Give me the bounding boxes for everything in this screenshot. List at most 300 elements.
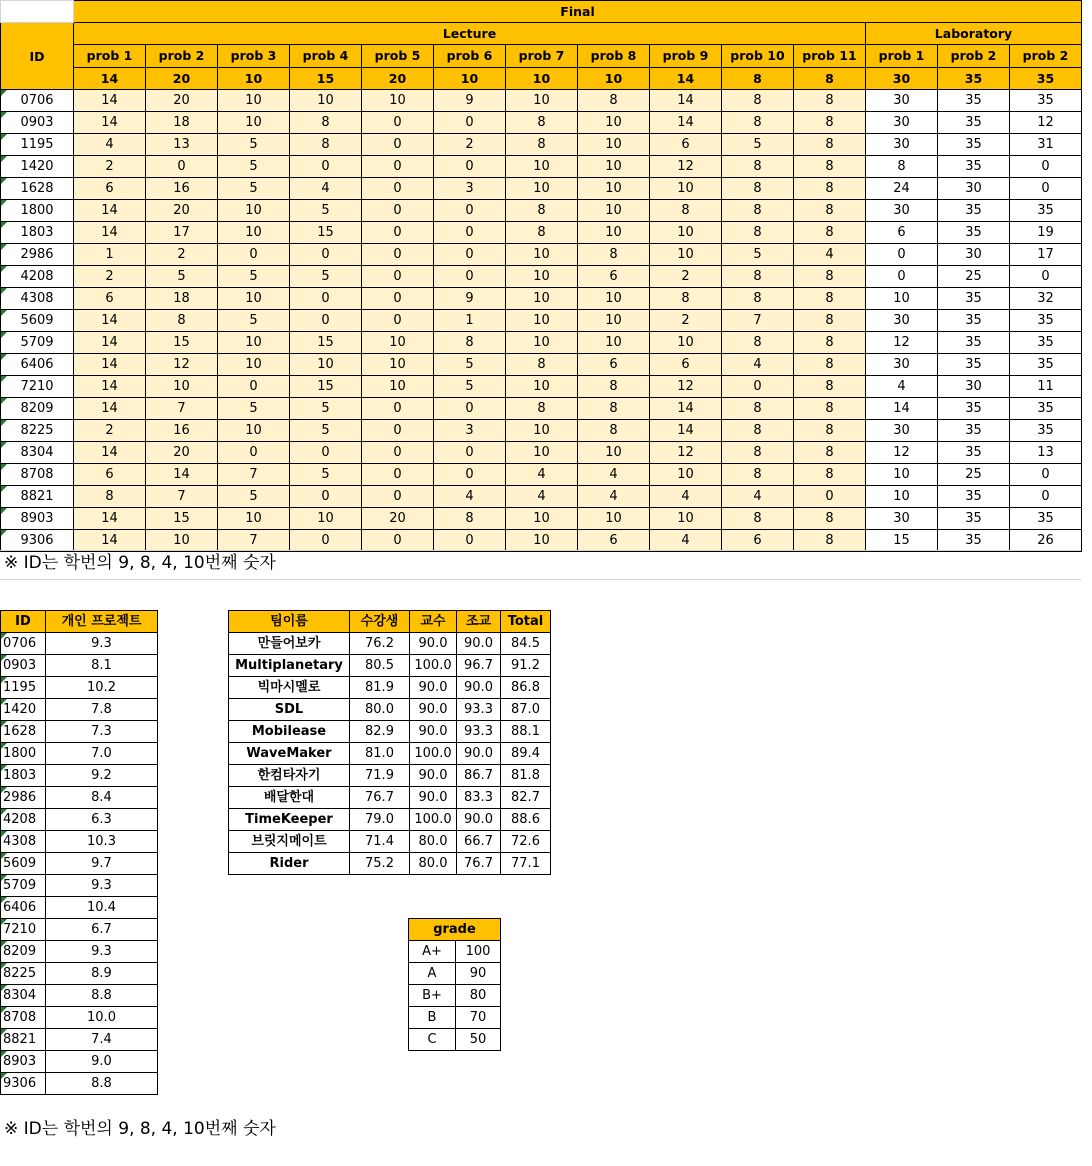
score-cell: 4 [290,178,362,200]
project-score-cell: 8.1 [46,655,158,677]
score-cell: 15 [146,332,218,354]
team-score-cell: 90.0 [457,633,501,655]
score-cell: 5 [722,244,794,266]
team-score-cell: 76.7 [350,787,410,809]
score-cell: 32 [1010,288,1082,310]
table-row [409,985,501,1007]
student-id-cell: 1800 [1,200,74,222]
score-cell: 2 [74,266,146,288]
score-cell: 2 [74,420,146,442]
score-cell: 2 [74,156,146,178]
score-cell: 15 [866,530,938,552]
score-cell: 8 [722,464,794,486]
score-cell: 10 [506,244,578,266]
table-row [229,787,551,809]
team-score-cell: 88.1 [501,721,551,743]
table-row [1,853,158,875]
table-row [1,398,1082,420]
score-cell: 14 [74,530,146,552]
score-cell: 10 [218,200,290,222]
team-score-cell: 80.0 [410,853,457,875]
project-id-cell: 8225 [1,963,46,985]
max-points-cell: 10 [218,67,290,89]
project-score-cell: 9.7 [46,853,158,875]
score-cell: 35 [938,310,1010,332]
table-row [1,134,1082,156]
project-id-cell: 4308 [1,831,46,853]
table-row [1,919,158,941]
score-cell: 30 [866,200,938,222]
team-score-cell: 71.4 [350,831,410,853]
score-cell: 4 [794,244,866,266]
score-cell: 4 [722,486,794,508]
team-score-cell: 76.7 [457,853,501,875]
team-score-cell: 80.0 [410,831,457,853]
team-score-cell: 80.5 [350,655,410,677]
score-cell: 0 [362,178,434,200]
lecture-prob-header: prob 6 [434,45,506,67]
score-cell: 10 [506,178,578,200]
score-cell: 10 [506,420,578,442]
score-cell: 8 [794,266,866,288]
score-cell: 8 [794,310,866,332]
max-points-cell: 20 [362,67,434,89]
score-cell: 0 [794,486,866,508]
score-cell: 14 [650,112,722,134]
score-cell: 8 [722,266,794,288]
score-cell: 9 [434,90,506,112]
score-cell: 10 [506,288,578,310]
score-cell: 10 [362,332,434,354]
table-row [1,112,1082,134]
score-cell: 14 [74,310,146,332]
project-id-cell: 5609 [1,853,46,875]
score-cell: 11 [1010,376,1082,398]
score-cell: 0 [290,288,362,310]
score-cell: 0 [866,244,938,266]
score-cell: 0 [1010,178,1082,200]
score-cell: 35 [1010,332,1082,354]
score-cell: 15 [290,332,362,354]
table-row [1,655,158,677]
max-points-cell: 15 [290,67,362,89]
team-name-cell: 만들어보카 [229,633,350,655]
score-cell: 35 [938,332,1010,354]
score-cell: 0 [434,222,506,244]
final-title: Final [74,1,1082,23]
score-cell: 5 [218,398,290,420]
score-cell: 10 [290,508,362,530]
table-row [229,765,551,787]
team-score-cell: 90.0 [410,699,457,721]
score-cell: 35 [938,200,1010,222]
score-cell: 5 [290,398,362,420]
score-cell: 0 [290,530,362,552]
score-cell: 35 [938,112,1010,134]
score-cell: 13 [146,134,218,156]
score-cell: 0 [434,266,506,288]
score-cell: 14 [650,90,722,112]
team-name-cell: TimeKeeper [229,809,350,831]
team-score-cell: 86.7 [457,765,501,787]
score-cell: 8 [290,112,362,134]
team-score-cell: 90.0 [410,633,457,655]
score-cell: 12 [866,442,938,464]
score-cell: 14 [74,508,146,530]
score-cell: 5 [218,266,290,288]
team-score-cell: 90.0 [457,809,501,831]
score-cell: 35 [938,222,1010,244]
score-cell: 10 [218,90,290,112]
score-cell: 7 [218,464,290,486]
score-cell: 8 [578,420,650,442]
score-cell: 0 [362,222,434,244]
project-id-cell: 8821 [1,1029,46,1051]
score-cell: 8 [794,288,866,310]
score-cell: 0 [1010,464,1082,486]
prob-header-row [1,45,1082,67]
project-id-cell: 8708 [1,1007,46,1029]
score-cell: 0 [290,310,362,332]
project-id-cell: 8209 [1,941,46,963]
score-cell: 2 [650,266,722,288]
score-cell: 12 [650,156,722,178]
grade-letter-cell: C [409,1029,456,1051]
score-cell: 14 [74,376,146,398]
table-row [1,530,1082,552]
score-cell: 0 [722,376,794,398]
score-cell: 35 [938,354,1010,376]
project-score-cell: 8.9 [46,963,158,985]
score-cell: 8 [722,398,794,420]
score-cell: 7 [218,530,290,552]
score-cell: 25 [938,464,1010,486]
final-score-table [0,0,1082,552]
team-name-cell: Multiplanetary [229,655,350,677]
team-score-cell: 81.0 [350,743,410,765]
score-cell: 8 [794,178,866,200]
team-score-cell: 82.7 [501,787,551,809]
score-cell: 10 [506,156,578,178]
table-row [409,1007,501,1029]
score-cell: 30 [866,420,938,442]
score-cell: 20 [362,508,434,530]
score-cell: 25 [938,266,1010,288]
score-cell: 10 [290,90,362,112]
score-cell: 10 [866,464,938,486]
project-score-cell: 9.3 [46,875,158,897]
table-row [229,831,551,853]
table-row [1,677,158,699]
score-cell: 4 [74,134,146,156]
score-cell: 4 [578,464,650,486]
project-id-cell: 6406 [1,897,46,919]
score-cell: 18 [146,288,218,310]
laboratory-header: Laboratory [866,23,1082,45]
table-row [1,699,158,721]
score-cell: 10 [578,442,650,464]
project-id-header: ID [1,611,46,633]
score-cell: 35 [938,134,1010,156]
grade-score-cell: 70 [456,1007,501,1029]
team-score-cell: 77.1 [501,853,551,875]
project-id-cell: 1195 [1,677,46,699]
score-cell: 0 [362,486,434,508]
table-row [1,288,1082,310]
score-cell: 0 [434,398,506,420]
project-score-cell: 8.8 [46,1073,158,1095]
project-note: ※ ID는 학번의 9, 8, 4, 10번째 숫자 [4,1119,276,1139]
score-cell: 10 [866,288,938,310]
student-id-cell: 1803 [1,222,74,244]
score-cell: 10 [650,244,722,266]
score-cell: 12 [866,332,938,354]
table-row [1,633,158,655]
score-cell: 10 [218,332,290,354]
student-id-cell: 1628 [1,178,74,200]
score-cell: 4 [434,486,506,508]
score-cell: 35 [1010,310,1082,332]
table-row [1,442,1082,464]
score-cell: 10 [290,354,362,376]
score-cell: 17 [146,222,218,244]
project-score-cell: 6.3 [46,809,158,831]
score-cell: 0 [362,530,434,552]
team-name-cell: 브릿지메이트 [229,831,350,853]
team-name-cell: SDL [229,699,350,721]
score-cell: 30 [866,354,938,376]
score-cell: 5 [218,310,290,332]
score-cell: 14 [650,398,722,420]
score-cell: 8 [722,112,794,134]
table-row [1,486,1082,508]
score-cell: 10 [650,222,722,244]
score-cell: 30 [938,244,1010,266]
team-name-cell: 배달한대 [229,787,350,809]
score-cell: 10 [578,134,650,156]
score-cell: 0 [218,244,290,266]
grade-letter-cell: A [409,963,456,985]
score-cell: 8 [722,178,794,200]
score-cell: 8 [722,442,794,464]
project-id-cell: 1800 [1,743,46,765]
project-score-cell: 10.2 [46,677,158,699]
team-score-cell: 66.7 [457,831,501,853]
score-cell: 6 [74,464,146,486]
project-score-cell: 9.2 [46,765,158,787]
project-score-cell: 8.4 [46,787,158,809]
score-cell: 30 [866,508,938,530]
score-cell: 35 [1010,90,1082,112]
max-points-cell: 8 [794,67,866,89]
project-score-cell: 10.3 [46,831,158,853]
score-cell: 0 [434,112,506,134]
score-cell: 14 [74,442,146,464]
score-cell: 8 [146,310,218,332]
score-cell: 10 [506,310,578,332]
student-id-cell: 5609 [1,310,74,332]
lecture-prob-header: prob 2 [146,45,218,67]
score-cell: 35 [938,442,1010,464]
table-row [1,222,1082,244]
score-cell: 35 [1010,398,1082,420]
table-row [409,941,501,963]
project-score-cell: 9.0 [46,1051,158,1073]
score-cell: 10 [650,332,722,354]
score-cell: 0 [434,530,506,552]
student-id-cell: 7210 [1,376,74,398]
score-cell: 8 [506,398,578,420]
team-header-cell: 조교 [457,611,501,633]
project-id-cell: 4208 [1,809,46,831]
score-cell: 35 [938,398,1010,420]
score-cell: 0 [218,376,290,398]
team-score-cell: 90.0 [457,677,501,699]
table-row [1,809,158,831]
table-row [229,721,551,743]
team-score-cell: 75.2 [350,853,410,875]
team-score-cell: 87.0 [501,699,551,721]
table-row [1,464,1082,486]
score-cell: 5 [146,266,218,288]
table-row [1,354,1082,376]
student-id-cell: 5709 [1,332,74,354]
score-cell: 19 [1010,222,1082,244]
score-cell: 5 [218,486,290,508]
table-row [409,1029,501,1051]
team-score-cell: 76.2 [350,633,410,655]
score-cell: 20 [146,200,218,222]
table-row [1,875,158,897]
grade-score-cell: 90 [456,963,501,985]
team-score-cell: 90.0 [410,787,457,809]
score-cell: 17 [1010,244,1082,266]
student-id-cell: 6406 [1,354,74,376]
score-cell: 10 [362,354,434,376]
score-cell: 8 [506,112,578,134]
score-cell: 8 [722,332,794,354]
score-cell: 8 [722,200,794,222]
grade-letter-cell: B [409,1007,456,1029]
score-cell: 10 [866,486,938,508]
score-cell: 8 [794,376,866,398]
score-cell: 6 [578,354,650,376]
team-header-cell: 교수 [410,611,457,633]
score-cell: 8 [506,134,578,156]
score-cell: 10 [218,420,290,442]
score-cell: 24 [866,178,938,200]
score-cell: 0 [290,244,362,266]
score-cell: 0 [434,442,506,464]
table-row [1,376,1082,398]
score-cell: 6 [650,134,722,156]
table-row [1,244,1082,266]
grade-score-cell: 50 [456,1029,501,1051]
score-cell: 6 [722,530,794,552]
score-cell: 10 [650,464,722,486]
score-cell: 5 [434,376,506,398]
score-cell: 0 [290,486,362,508]
score-cell: 10 [578,156,650,178]
score-cell: 8 [578,376,650,398]
score-cell: 0 [362,156,434,178]
score-cell: 2 [434,134,506,156]
table-row [1,508,1082,530]
score-cell: 1 [434,310,506,332]
score-cell: 7 [146,398,218,420]
score-cell: 5 [290,420,362,442]
score-cell: 5 [722,134,794,156]
project-id-cell: 8903 [1,1051,46,1073]
team-score-cell: 80.0 [350,699,410,721]
score-cell: 6 [74,288,146,310]
score-cell: 8 [794,332,866,354]
score-cell: 10 [506,442,578,464]
project-id-cell: 2986 [1,787,46,809]
table-row [409,963,501,985]
max-points-cell: 10 [578,67,650,89]
score-cell: 30 [866,134,938,156]
main-note: ※ ID는 학번의 9, 8, 4, 10번째 숫자 [4,553,276,573]
score-cell: 0 [434,464,506,486]
score-cell: 9 [434,288,506,310]
lecture-prob-header: prob 5 [362,45,434,67]
score-cell: 8 [794,464,866,486]
lecture-prob-header: prob 10 [722,45,794,67]
score-cell: 14 [866,398,938,420]
team-name-cell: Rider [229,853,350,875]
project-id-cell: 1803 [1,765,46,787]
team-score-cell: 71.9 [350,765,410,787]
score-cell: 0 [1010,486,1082,508]
student-id-cell: 2986 [1,244,74,266]
score-cell: 18 [146,112,218,134]
score-cell: 35 [938,486,1010,508]
score-cell: 20 [146,442,218,464]
score-cell: 0 [362,134,434,156]
grade-letter-cell: B+ [409,985,456,1007]
lecture-prob-header: prob 8 [578,45,650,67]
score-cell: 0 [218,442,290,464]
score-cell: 1 [74,244,146,266]
team-name-cell: WaveMaker [229,743,350,765]
score-cell: 5 [290,464,362,486]
student-id-cell: 4208 [1,266,74,288]
score-cell: 5 [218,134,290,156]
score-cell: 10 [146,376,218,398]
score-cell: 6 [578,530,650,552]
project-id-cell: 1420 [1,699,46,721]
score-cell: 10 [362,376,434,398]
team-name-cell: 한컴타자기 [229,765,350,787]
score-cell: 8 [722,90,794,112]
table-row [1,831,158,853]
score-cell: 35 [938,420,1010,442]
student-id-cell: 8821 [1,486,74,508]
score-cell: 10 [578,200,650,222]
score-cell: 0 [1010,266,1082,288]
score-cell: 0 [1010,156,1082,178]
score-cell: 14 [74,332,146,354]
table-row [1,985,158,1007]
score-cell: 8 [506,354,578,376]
lecture-prob-header: prob 1 [74,45,146,67]
team-score-cell: 84.5 [501,633,551,655]
score-cell: 2 [146,244,218,266]
score-cell: 10 [218,508,290,530]
score-cell: 10 [506,90,578,112]
max-points-cell: 14 [74,67,146,89]
